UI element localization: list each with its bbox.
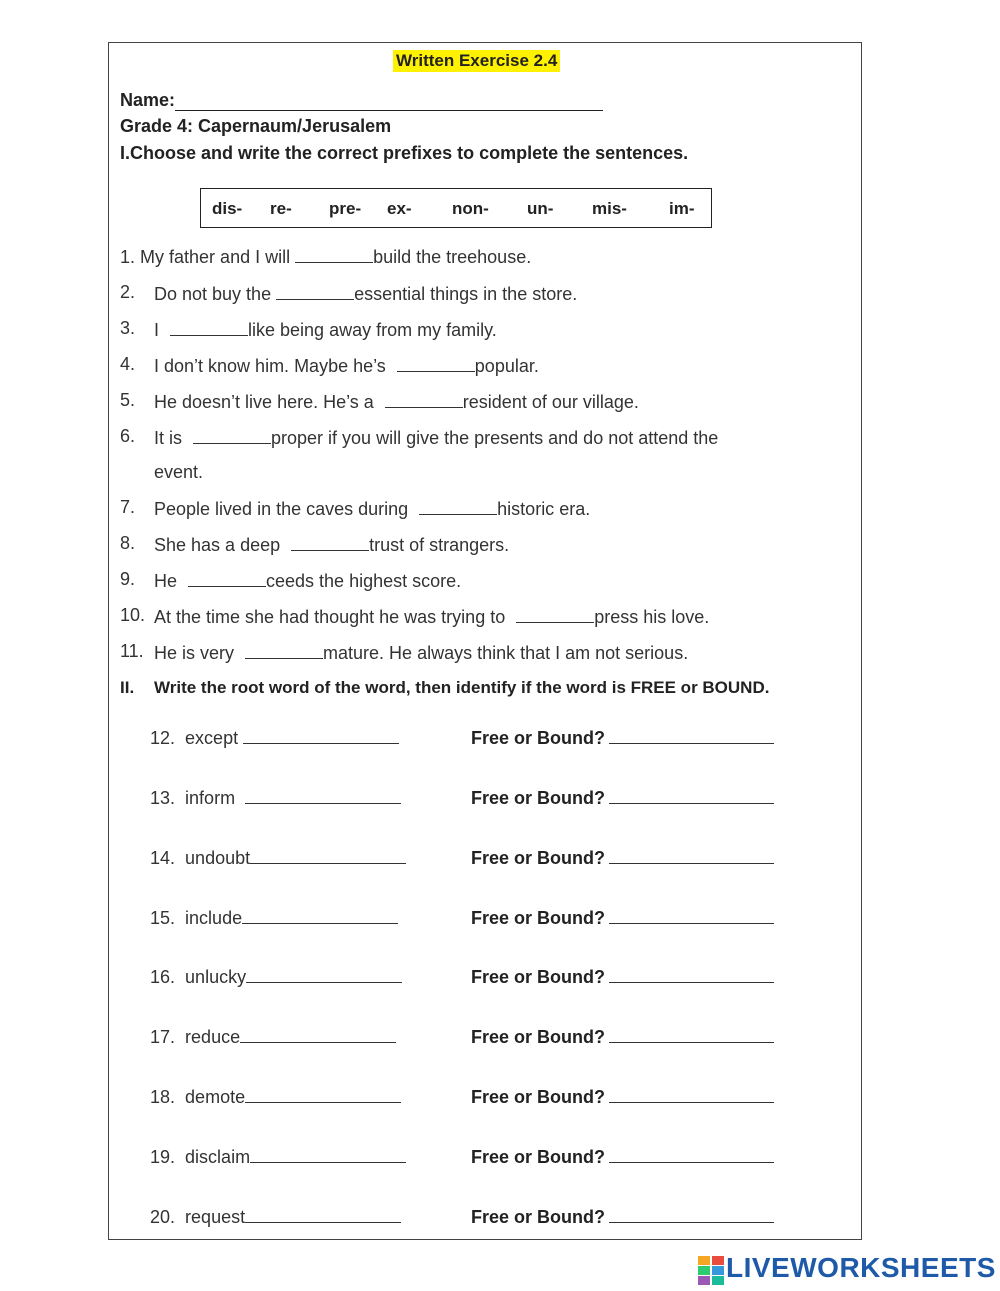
answer-blank[interactable]	[516, 605, 594, 623]
free-bound-row-20: Free or Bound?	[471, 1205, 774, 1228]
question-7: 7. People lived in the caves during historic era.	[120, 497, 591, 519]
answer-blank[interactable]	[276, 282, 354, 300]
root-word-blank[interactable]	[240, 1025, 396, 1043]
answer-blank[interactable]	[295, 245, 373, 263]
free-bound-blank[interactable]	[609, 726, 774, 744]
free-bound-row-15: Free or Bound?	[471, 906, 774, 929]
prefix-option[interactable]: re-	[270, 199, 292, 218]
answer-blank[interactable]	[188, 569, 266, 587]
section2-header	[120, 678, 770, 698]
question-11: 11. He is very mature. He always think that I am not serious.	[120, 641, 689, 663]
root-word-item-12: 12. except	[150, 726, 399, 749]
answer-blank[interactable]	[245, 641, 323, 659]
free-bound-blank[interactable]	[609, 786, 774, 804]
prefix-option[interactable]: ex-	[387, 199, 412, 218]
question-4: 4. I don’t know him. Maybe he’s popular.	[120, 354, 539, 376]
free-bound-row-18: Free or Bound?	[471, 1085, 774, 1108]
root-word-blank[interactable]	[245, 1205, 401, 1223]
name-row	[120, 90, 603, 111]
name-label: Name:	[120, 90, 176, 110]
question-8: 8. She has a deep trust of strangers.	[120, 533, 510, 555]
question-9: 9. He ceeds the highest score.	[120, 569, 462, 591]
answer-blank[interactable]	[170, 318, 248, 336]
grade-label: Grade 4: Capernaum/Jerusalem	[120, 116, 392, 136]
free-bound-row-19: Free or Bound?	[471, 1145, 774, 1168]
free-bound-row-17: Free or Bound?	[471, 1025, 774, 1048]
answer-blank[interactable]	[419, 497, 497, 515]
root-word-item-17: 17. reduce	[150, 1025, 396, 1048]
answer-blank[interactable]	[291, 533, 369, 551]
root-word-blank[interactable]	[245, 1085, 401, 1103]
prefix-option[interactable]: im-	[669, 199, 695, 218]
free-bound-blank[interactable]	[609, 906, 774, 924]
root-word-item-15: 15. include	[150, 906, 398, 929]
liveworksheets-logo-icon	[698, 1256, 724, 1286]
free-bound-blank[interactable]	[609, 965, 774, 983]
free-bound-blank[interactable]	[609, 846, 774, 864]
root-word-blank[interactable]	[243, 726, 399, 744]
free-bound-row-12: Free or Bound?	[471, 726, 774, 749]
root-word-blank[interactable]	[250, 846, 406, 864]
free-bound-row-14: Free or Bound?	[471, 846, 774, 869]
root-word-item-16: 16. unlucky	[150, 965, 402, 988]
free-bound-blank[interactable]	[609, 1025, 774, 1043]
prefix-option[interactable]: un-	[527, 199, 554, 218]
question-10: 10. At the time she had thought he was trying to press his love.	[120, 605, 710, 627]
root-word-item-20: 20. request	[150, 1205, 401, 1228]
worksheet-title: Written Exercise 2.4	[393, 50, 560, 72]
answer-blank[interactable]	[397, 354, 475, 372]
root-word-item-13: 13. inform	[150, 786, 401, 809]
question-5: 5. He doesn’t live here. He’s a resident of our village.	[120, 390, 639, 412]
free-bound-row-16: Free or Bound?	[471, 965, 774, 988]
answer-blank[interactable]	[193, 426, 271, 444]
root-word-blank[interactable]	[250, 1145, 406, 1163]
root-word-item-19: 19. disclaim	[150, 1145, 406, 1168]
free-bound-blank[interactable]	[609, 1085, 774, 1103]
root-word-item-18: 18. demote	[150, 1085, 401, 1108]
root-word-blank[interactable]	[242, 906, 398, 924]
question-1: 1. My father and I will build the treehouse.	[120, 247, 532, 267]
liveworksheets-logo-text: LIVEWORKSHEETS	[726, 1252, 996, 1283]
section2-instruction: Write the root word of the word, then identify if the word is FREE or BOUND.	[154, 678, 770, 697]
name-input[interactable]	[175, 92, 603, 111]
free-bound-blank[interactable]	[609, 1205, 774, 1223]
prefix-option[interactable]: non-	[452, 199, 489, 218]
free-bound-row-13: Free or Bound?	[471, 786, 774, 809]
prefix-box	[200, 188, 712, 228]
prefix-option[interactable]: mis-	[592, 199, 627, 218]
root-word-blank[interactable]	[246, 965, 402, 983]
answer-blank[interactable]	[385, 390, 463, 408]
question-6-continued: event.	[154, 462, 204, 482]
question-2: 2. Do not buy the essential things in the store.	[120, 282, 578, 304]
prefix-option[interactable]: dis-	[212, 199, 243, 218]
prefix-option[interactable]: pre-	[329, 199, 362, 218]
free-bound-blank[interactable]	[609, 1145, 774, 1163]
root-word-item-14: 14. undoubt	[150, 846, 406, 869]
question-6: 6. It is proper if you will give the presents and do not attend the	[120, 426, 719, 448]
section1-instruction: I.Choose and write the correct prefixes to complete the sentences.	[120, 143, 689, 163]
root-word-blank[interactable]	[245, 786, 401, 804]
question-3: 3. I like being away from my family.	[120, 318, 497, 340]
section2-number: II.	[120, 678, 135, 697]
